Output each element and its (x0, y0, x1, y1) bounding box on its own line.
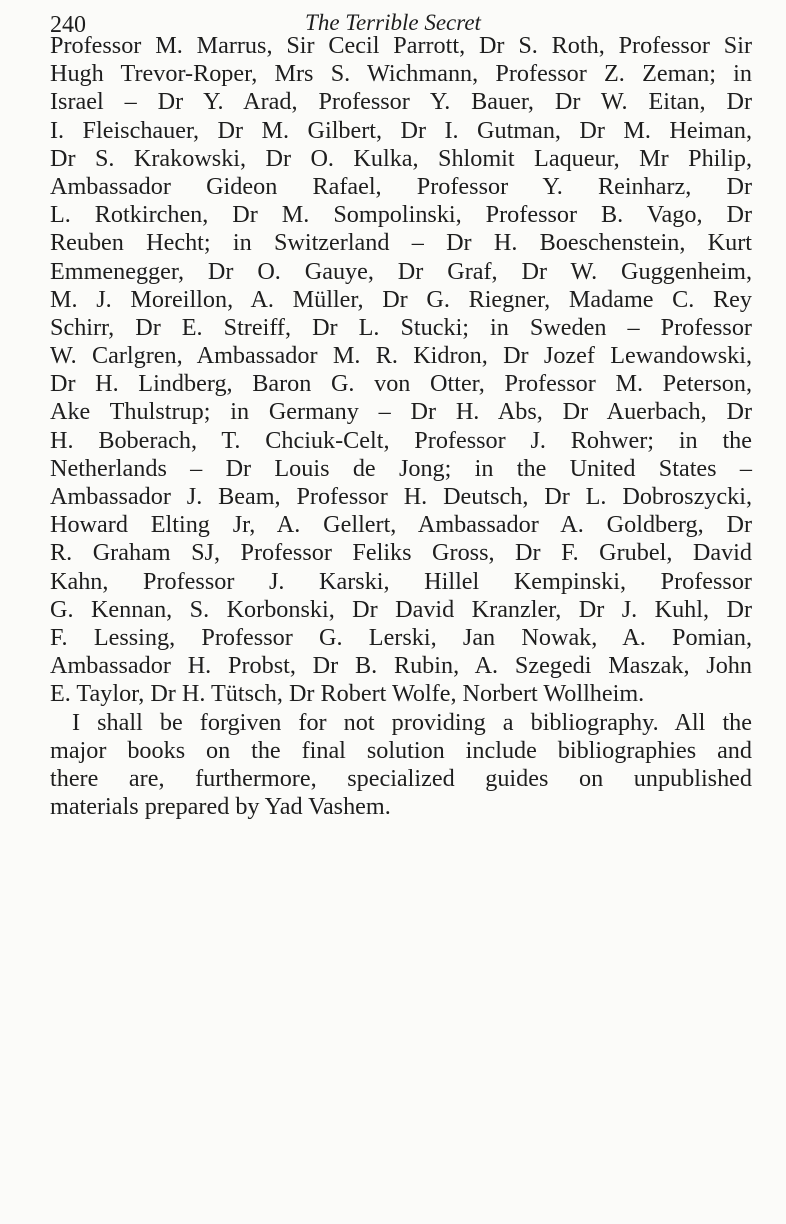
text-line: materials prepared by Yad Vashem. (50, 793, 391, 821)
text-line: M. J. Moreillon, A. Müller, Dr G. Riegner, Madame C. Rey (50, 285, 752, 313)
text-line: Schirr, Dr E. Streiff, Dr L. Stucki; in Sweden – Professor (50, 313, 752, 341)
text-line: Ambassador Gideon Rafael, Professor Y. Reinharz, Dr (50, 172, 752, 200)
text-line: H. Boberach, T. Chciuk-Celt, Professor J. Rohwer; in the (50, 426, 752, 454)
text-line: Emmenegger, Dr O. Gauye, Dr Graf, Dr W. Guggenheim, (50, 257, 752, 285)
text-line: R. Graham SJ, Professor Feliks Gross, Dr F. Grubel, David (50, 539, 752, 567)
text-line: Ake Thulstrup; in Germany – Dr H. Abs, Dr Auerbach, Dr (50, 398, 752, 426)
text-line: Professor M. Marrus, Sir Cecil Parrott, Dr S. Roth, Professor Sir (50, 32, 752, 59)
text-line: Netherlands – Dr Louis de Jong; in the United States – (50, 454, 752, 482)
paragraph-acknowledgements (50, 32, 752, 709)
text-line: Ambassador H. Probst, Dr B. Rubin, A. Szegedi Maszak, John (50, 652, 752, 680)
running-title: The Terrible Secret (305, 10, 481, 35)
text-line: there are, furthermore, specialized guides on unpublished (50, 764, 752, 792)
page-number: 240 (50, 12, 86, 38)
text-line: I shall be forgiven for not providing a bibliography. All the (72, 708, 752, 736)
text-line: F. Lessing, Professor G. Lerski, Jan Nowak, A. Pomian, (50, 623, 752, 651)
text-line: Israel – Dr Y. Arad, Professor Y. Bauer, Dr W. Eitan, Dr (50, 88, 752, 116)
text-line: E. Taylor, Dr H. Tütsch, Dr Robert Wolfe, Norbert Wollheim. (50, 680, 645, 708)
page-body (50, 32, 752, 821)
text-line: major books on the final solution include bibliographies and (50, 736, 752, 764)
text-line: Hugh Trevor-Roper, Mrs S. Wichmann, Professor Z. Zeman; in (50, 60, 752, 88)
text-line: I. Fleischauer, Dr M. Gilbert, Dr I. Gutman, Dr M. Heiman, (50, 116, 752, 144)
text-line: Howard Elting Jr, A. Gellert, Ambassador A. Goldberg, Dr (50, 511, 752, 539)
text-line: Dr S. Krakowski, Dr O. Kulka, Shlomit Laqueur, Mr Philip, (50, 144, 752, 172)
text-line: Kahn, Professor J. Karski, Hillel Kempinski, Professor (50, 567, 752, 595)
text-line: Dr H. Lindberg, Baron G. von Otter, Professor M. Peterson, (50, 370, 752, 398)
text-line: Reuben Hecht; in Switzerland – Dr H. Boeschenstein, Kurt (50, 229, 752, 257)
text-line: Ambassador J. Beam, Professor H. Deutsch, Dr L. Dobroszycki, (50, 483, 752, 510)
text-line: G. Kennan, S. Korbonski, Dr David Kranzler, Dr J. Kuhl, Dr (50, 595, 752, 623)
text-line: L. Rotkirchen, Dr M. Sompolinski, Professor B. Vago, Dr (50, 201, 752, 229)
text-line: W. Carlgren, Ambassador M. R. Kidron, Dr Jozef Lewandowski, (50, 342, 752, 370)
paragraph-bibliography-note (50, 709, 752, 822)
